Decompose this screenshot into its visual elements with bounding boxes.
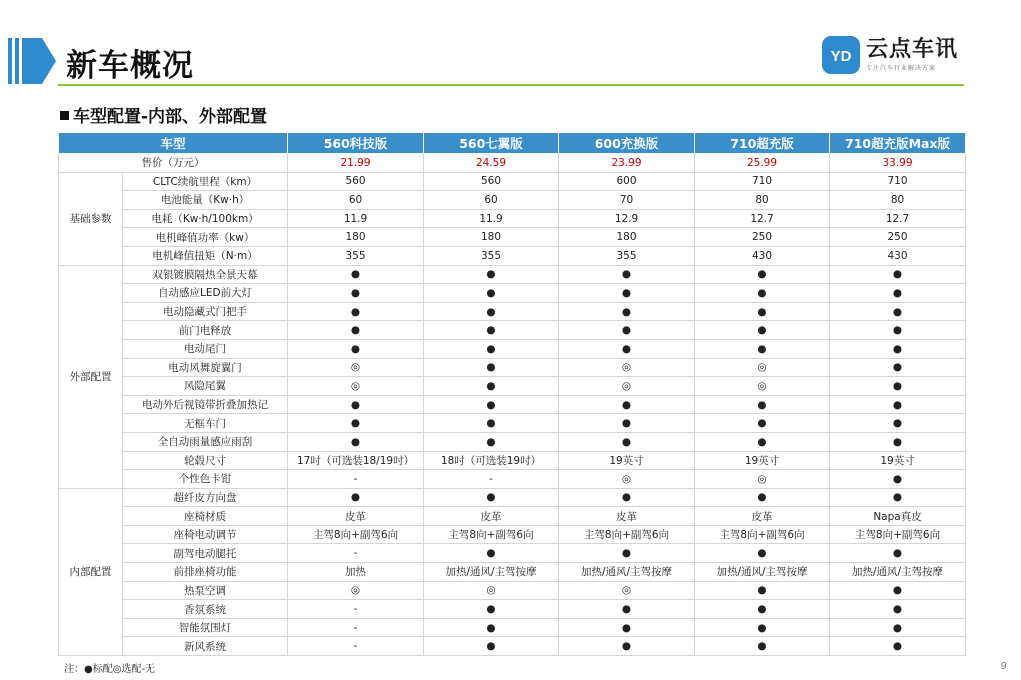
- value-cell: 11.9: [424, 209, 559, 228]
- value-cell: 80: [695, 191, 830, 210]
- value-cell: ●: [288, 488, 424, 507]
- value-cell: ●: [695, 265, 830, 284]
- value-cell: 12.9: [559, 209, 695, 228]
- model-header: 560七翼版: [424, 133, 559, 154]
- feature-label: 前排座椅功能: [123, 563, 288, 582]
- price-cell: 21.99: [288, 154, 424, 173]
- table-row: [59, 209, 966, 228]
- value-cell: ●: [695, 618, 830, 637]
- value-cell: ●: [288, 339, 424, 358]
- value-cell: ●: [559, 544, 695, 563]
- page-title: 新车概况: [66, 48, 194, 84]
- value-cell: ●: [424, 377, 559, 396]
- value-cell: 355: [559, 246, 695, 265]
- model-header: 600充换版: [559, 133, 695, 154]
- table-row: [59, 172, 966, 191]
- title-decoration-icon: [8, 38, 60, 84]
- table-row: [59, 228, 966, 247]
- value-cell: ●: [695, 395, 830, 414]
- feature-label: 电动风舞旋翼门: [123, 358, 288, 377]
- value-cell: 180: [288, 228, 424, 247]
- value-cell: 250: [830, 228, 966, 247]
- value-cell: ●: [288, 302, 424, 321]
- value-cell: 80: [830, 191, 966, 210]
- value-cell: ●: [559, 414, 695, 433]
- value-cell: ●: [559, 618, 695, 637]
- value-cell: 560: [424, 172, 559, 191]
- value-cell: ●: [830, 265, 966, 284]
- table-row: [59, 488, 966, 507]
- value-cell: ●: [424, 600, 559, 619]
- value-cell: ●: [830, 581, 966, 600]
- value-cell: ●: [830, 414, 966, 433]
- value-cell: ●: [830, 358, 966, 377]
- value-cell: ●: [559, 637, 695, 656]
- table-row: [59, 618, 966, 637]
- value-cell: 355: [424, 246, 559, 265]
- table-header-row: [59, 133, 966, 154]
- value-cell: ●: [559, 339, 695, 358]
- feature-label: 电动尾门: [123, 339, 288, 358]
- value-cell: 皮革: [424, 507, 559, 526]
- value-cell: -: [288, 470, 424, 489]
- price-cell: 23.99: [559, 154, 695, 173]
- value-cell: Napa真皮: [830, 507, 966, 526]
- value-cell: 加热/通风/主驾按摩: [830, 563, 966, 582]
- value-cell: ●: [288, 284, 424, 303]
- value-cell: ●: [830, 470, 966, 489]
- logo-mark-icon: [822, 36, 860, 74]
- value-cell: ●: [424, 395, 559, 414]
- table-row: [59, 414, 966, 433]
- value-cell: -: [288, 544, 424, 563]
- value-cell: ●: [288, 265, 424, 284]
- value-cell: ●: [424, 358, 559, 377]
- value-cell: ●: [288, 395, 424, 414]
- value-cell: ◎: [559, 470, 695, 489]
- value-cell: 180: [424, 228, 559, 247]
- value-cell: 12.7: [830, 209, 966, 228]
- value-cell: 11.9: [288, 209, 424, 228]
- value-cell: ●: [695, 637, 830, 656]
- feature-label: 轮毂尺寸: [123, 451, 288, 470]
- value-cell: 710: [695, 172, 830, 191]
- price-cell: 24.59: [424, 154, 559, 173]
- value-cell: ●: [830, 284, 966, 303]
- feature-label: 个性色卡钳: [123, 470, 288, 489]
- value-cell: ◎: [559, 581, 695, 600]
- value-cell: ●: [830, 377, 966, 396]
- bullet-square-icon: [60, 111, 69, 120]
- value-cell: ●: [695, 302, 830, 321]
- value-cell: ◎: [559, 358, 695, 377]
- footnote: 注：●标配◎选配-无: [64, 664, 156, 675]
- value-cell: ●: [695, 339, 830, 358]
- feature-label: 智能氛围灯: [123, 618, 288, 637]
- value-cell: ●: [830, 302, 966, 321]
- value-cell: 主驾8向+副驾6向: [695, 525, 830, 544]
- value-cell: ●: [695, 581, 830, 600]
- feature-label: 双银镀膜隔热全景天幕: [123, 265, 288, 284]
- value-cell: ●: [424, 618, 559, 637]
- value-cell: 710: [830, 172, 966, 191]
- feature-label: 电机峰值功率（kw）: [123, 228, 288, 247]
- value-cell: ◎: [695, 358, 830, 377]
- table-row: [59, 451, 966, 470]
- value-cell: 加热/通风/主驾按摩: [695, 563, 830, 582]
- value-cell: ●: [830, 432, 966, 451]
- table-row: [59, 470, 966, 489]
- feature-label: 电耗（Kw·h/100km）: [123, 209, 288, 228]
- value-cell: -: [288, 600, 424, 619]
- value-cell: 18吋（可选装19吋）: [424, 451, 559, 470]
- value-cell: ●: [559, 395, 695, 414]
- table-row: [59, 581, 966, 600]
- value-cell: ●: [424, 488, 559, 507]
- value-cell: 主驾8向+副驾6向: [830, 525, 966, 544]
- value-cell: 加热/通风/主驾按摩: [424, 563, 559, 582]
- value-cell: 60: [288, 191, 424, 210]
- table-row: [59, 284, 966, 303]
- value-cell: ●: [559, 302, 695, 321]
- value-cell: ●: [424, 339, 559, 358]
- section-title: 车型配置-内部、外部配置: [73, 107, 268, 127]
- value-cell: ◎: [559, 377, 695, 396]
- feature-label: 香氛系统: [123, 600, 288, 619]
- value-cell: 17吋（可选装18/19吋）: [288, 451, 424, 470]
- value-cell: 60: [424, 191, 559, 210]
- feature-label: 超纤皮方向盘: [123, 488, 288, 507]
- header-label: 车型: [59, 133, 288, 154]
- value-cell: ●: [830, 395, 966, 414]
- feature-label: 电动隐藏式门把手: [123, 302, 288, 321]
- model-header: 560科技版: [288, 133, 424, 154]
- group-label: 内部配置: [59, 488, 123, 655]
- value-cell: 250: [695, 228, 830, 247]
- feature-label: 副驾电动腿托: [123, 544, 288, 563]
- value-cell: ●: [288, 414, 424, 433]
- value-cell: 主驾8向+副驾6向: [288, 525, 424, 544]
- value-cell: ◎: [695, 470, 830, 489]
- value-cell: 600: [559, 172, 695, 191]
- value-cell: ●: [424, 544, 559, 563]
- table-row: [59, 544, 966, 563]
- feature-label: 自动感应LED前大灯: [123, 284, 288, 303]
- group-label: 基础参数: [59, 172, 123, 265]
- value-cell: ●: [559, 265, 695, 284]
- logo-mark-text: YD: [830, 48, 852, 65]
- value-cell: ●: [830, 488, 966, 507]
- value-cell: ●: [830, 339, 966, 358]
- value-cell: 主驾8向+副驾6向: [424, 525, 559, 544]
- table-row: [59, 377, 966, 396]
- feature-label: 无框车门: [123, 414, 288, 433]
- feature-label: 全自动雨量感应雨刮: [123, 432, 288, 451]
- value-cell: ●: [559, 600, 695, 619]
- value-cell: ●: [695, 488, 830, 507]
- feature-label: CLTC续航里程（km）: [123, 172, 288, 191]
- table-row: [59, 246, 966, 265]
- value-cell: 12.7: [695, 209, 830, 228]
- value-cell: 加热: [288, 563, 424, 582]
- feature-label: 新风系统: [123, 637, 288, 656]
- value-cell: ●: [695, 544, 830, 563]
- table-row: [59, 507, 966, 526]
- value-cell: ◎: [695, 377, 830, 396]
- value-cell: ●: [830, 544, 966, 563]
- table-row: [59, 321, 966, 340]
- feature-label: 前门电释放: [123, 321, 288, 340]
- page-number: 9: [1000, 661, 1007, 672]
- value-cell: 430: [695, 246, 830, 265]
- value-cell: ●: [424, 432, 559, 451]
- feature-label: 电动外后视镜带折叠加热记: [123, 395, 288, 414]
- value-cell: ●: [424, 321, 559, 340]
- value-cell: ●: [424, 414, 559, 433]
- value-cell: 主驾8向+副驾6向: [559, 525, 695, 544]
- value-cell: ●: [559, 284, 695, 303]
- value-cell: ●: [830, 618, 966, 637]
- table-row: [59, 302, 966, 321]
- spec-table: [58, 132, 966, 656]
- value-cell: 19英寸: [830, 451, 966, 470]
- feature-label: 座椅电动调节: [123, 525, 288, 544]
- value-cell: ●: [424, 637, 559, 656]
- value-cell: ●: [424, 284, 559, 303]
- value-cell: ●: [830, 600, 966, 619]
- value-cell: ●: [424, 265, 559, 284]
- value-cell: ●: [695, 600, 830, 619]
- logo-tagline: 专注汽车行业解决方案: [866, 65, 937, 72]
- value-cell: ●: [559, 488, 695, 507]
- value-cell: ●: [288, 432, 424, 451]
- brand-logo: [822, 36, 958, 74]
- value-cell: 皮革: [695, 507, 830, 526]
- feature-label: 座椅材质: [123, 507, 288, 526]
- value-cell: ◎: [288, 358, 424, 377]
- value-cell: 加热/通风/主驾按摩: [559, 563, 695, 582]
- value-cell: ●: [695, 284, 830, 303]
- price-cell: 33.99: [830, 154, 966, 173]
- section-heading: [60, 102, 267, 127]
- table-row: [59, 395, 966, 414]
- value-cell: -: [288, 637, 424, 656]
- price-label: 售价（万元）: [59, 154, 288, 173]
- feature-label: 风隐尾翼: [123, 377, 288, 396]
- title-divider: [58, 84, 964, 86]
- value-cell: 皮革: [559, 507, 695, 526]
- value-cell: -: [288, 618, 424, 637]
- value-cell: 560: [288, 172, 424, 191]
- value-cell: 19英寸: [559, 451, 695, 470]
- value-cell: ●: [830, 637, 966, 656]
- value-cell: ●: [559, 432, 695, 451]
- value-cell: ●: [288, 321, 424, 340]
- model-header: 710超充版Max版: [830, 133, 966, 154]
- value-cell: ●: [695, 432, 830, 451]
- table-row: [59, 191, 966, 210]
- table-row: [59, 637, 966, 656]
- feature-label: 电机峰值扭矩（N·m）: [123, 246, 288, 265]
- logo-name: 云点车讯: [866, 37, 959, 62]
- table-row: [59, 525, 966, 544]
- value-cell: 430: [830, 246, 966, 265]
- value-cell: 19英寸: [695, 451, 830, 470]
- price-cell: 25.99: [695, 154, 830, 173]
- value-cell: -: [424, 470, 559, 489]
- value-cell: ●: [695, 321, 830, 340]
- table-row: [59, 358, 966, 377]
- model-header: 710超充版: [695, 133, 830, 154]
- value-cell: 355: [288, 246, 424, 265]
- feature-label: 电池能量（Kw·h）: [123, 191, 288, 210]
- value-cell: ◎: [288, 377, 424, 396]
- table-row: [59, 339, 966, 358]
- group-label: 外部配置: [59, 265, 123, 488]
- value-cell: ●: [424, 302, 559, 321]
- value-cell: ◎: [424, 581, 559, 600]
- value-cell: ◎: [288, 581, 424, 600]
- value-cell: 70: [559, 191, 695, 210]
- value-cell: ●: [695, 414, 830, 433]
- price-row: [59, 154, 966, 173]
- table-row: [59, 563, 966, 582]
- table-row: [59, 265, 966, 284]
- table-row: [59, 432, 966, 451]
- value-cell: ●: [559, 321, 695, 340]
- table-row: [59, 600, 966, 619]
- value-cell: 180: [559, 228, 695, 247]
- value-cell: 皮革: [288, 507, 424, 526]
- feature-label: 热泵空调: [123, 581, 288, 600]
- value-cell: ●: [830, 321, 966, 340]
